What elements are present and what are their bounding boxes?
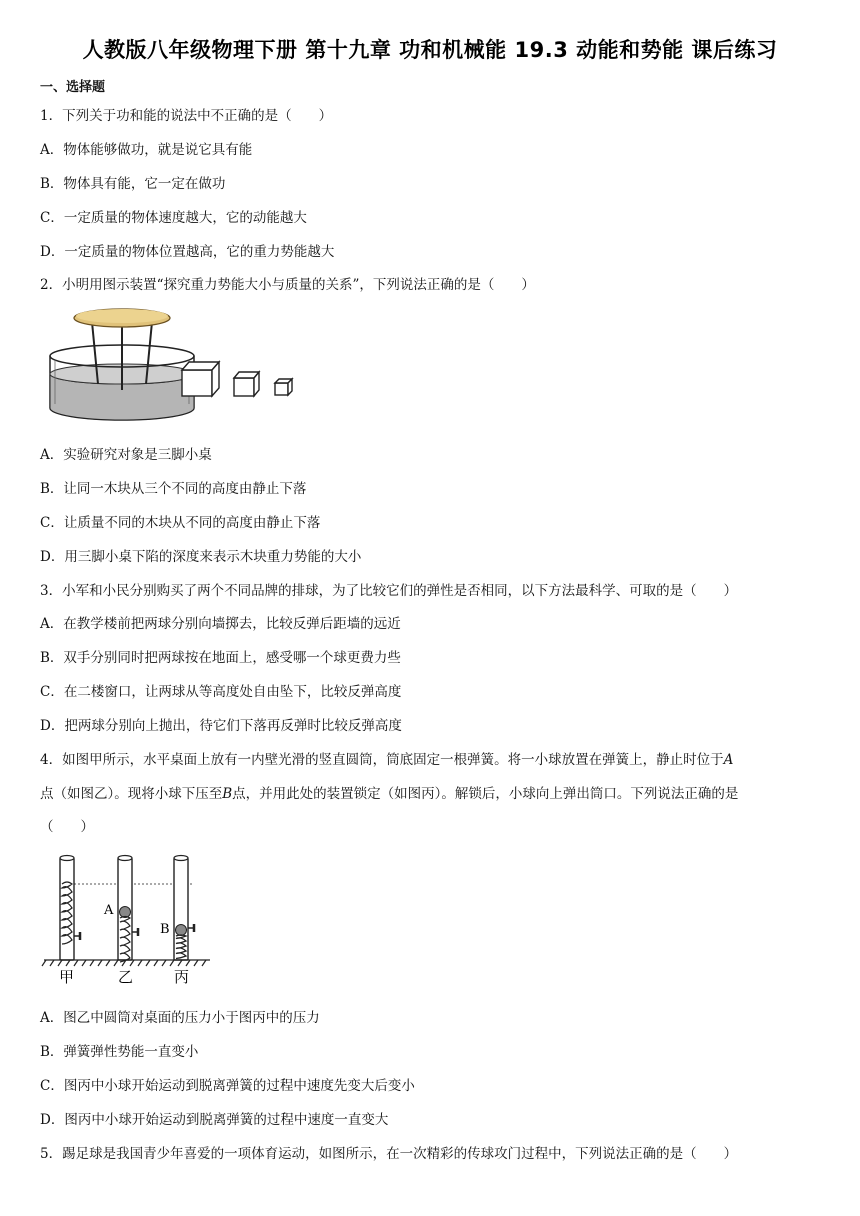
figure-label-yi: 乙 bbox=[118, 968, 134, 986]
table-and-blocks-figure bbox=[44, 304, 304, 424]
question-4-stem-line-2: 点（如图乙）。现将小球下压至B点，并用此处的装置锁定（如图丙）。解锁后，小球向上弹出筒口。下列说法正确的是 bbox=[40, 786, 739, 802]
question-1-option-c: C．一定质量的物体速度越大，它的动能越大 bbox=[40, 210, 307, 226]
tube-bing bbox=[174, 856, 194, 961]
question-4-option-b: B．弹簧弹性势能一直变小 bbox=[40, 1044, 199, 1060]
question-3-option-c: C．在二楼窗口，让两球从等高度处自由坠下，比较反弹高度 bbox=[40, 684, 402, 700]
question-1-option-a: A．物体能够做功，就是说它具有能 bbox=[40, 142, 253, 158]
tube-jia bbox=[60, 856, 80, 961]
point-a-label: A bbox=[104, 903, 114, 918]
point-b-label: B bbox=[160, 922, 170, 937]
question-3-option-d: D．把两球分别向上抛出，待它们下落再反弹时比较反弹高度 bbox=[40, 718, 402, 734]
question-4-stem-line-1: 4．如图甲所示，水平桌面上放有一内壁光滑的竖直圆筒，筒底固定一根弹簧。将一小球放置在弹簧上，静止时位于A bbox=[40, 752, 734, 768]
question-2-stem: 2．小明用图示装置“探究重力势能大小与质量的关系”，下列说法正确的是（ ） bbox=[40, 277, 535, 293]
question-3-stem: 3．小军和小民分别购买了两个不同品牌的排球，为了比较它们的弹性是否相同，以下方法最科学、可取的是（ ） bbox=[40, 583, 738, 599]
medium-wooden-block bbox=[234, 372, 259, 396]
point-b-ref: B bbox=[222, 786, 233, 802]
question-2-option-c: C．让质量不同的木块从不同的高度由静止下落 bbox=[40, 515, 321, 531]
figure-label-bing: 丙 bbox=[174, 968, 190, 986]
large-wooden-block bbox=[182, 362, 219, 396]
point-a-ref: A bbox=[723, 752, 734, 768]
question-4-option-c: C．图丙中小球开始运动到脱离弹簧的过程中速度先变大后变小 bbox=[40, 1078, 415, 1094]
figure-label-jia: 甲 bbox=[59, 968, 75, 986]
small-wooden-block bbox=[275, 379, 292, 395]
question-1-option-d: D．一定质量的物体位置越高，它的重力势能越大 bbox=[40, 244, 335, 260]
question-1-option-b: B．物体具有能，它一定在做功 bbox=[40, 176, 226, 192]
question-5-stem: 5．踢足球是我国青少年喜爱的一项体育运动，如图所示，在一次精彩的传球攻门过程中，下列说法正确的是（ ） bbox=[40, 1146, 738, 1162]
question-4-option-a: A．图乙中圆筒对桌面的压力小于图丙中的压力 bbox=[40, 1010, 320, 1026]
question-2-option-a: A．实验研究对象是三脚小桌 bbox=[40, 447, 212, 463]
spring-tube-figure bbox=[40, 850, 220, 990]
question-3-option-b: B．双手分别同时把两球按在地面上，感受哪一个球更费力些 bbox=[40, 650, 401, 666]
question-1-stem: 1．下列关于功和能的说法中不正确的是（ ） bbox=[40, 108, 333, 124]
page-title: 人教版八年级物理下册 第十九章 功和机械能 19.3 动能和势能 课后练习 bbox=[82, 38, 778, 62]
ground-hatching bbox=[42, 960, 210, 966]
question-3-option-a: A．在教学楼前把两球分别向墙掷去，比较反弹后距墙的远近 bbox=[40, 616, 401, 632]
question-2-option-d: D．用三脚小桌下陷的深度来表示木块重力势能的大小 bbox=[40, 549, 362, 565]
question-4-option-d: D．图丙中小球开始运动到脱离弹簧的过程中速度一直变大 bbox=[40, 1112, 389, 1128]
question-2-option-b: B．让同一木块从三个不同的高度由静止下落 bbox=[40, 481, 307, 497]
section-heading: 一、选择题 bbox=[40, 80, 106, 95]
tube-yi bbox=[118, 856, 138, 963]
question-4-stem-line-3: （ ） bbox=[40, 819, 94, 835]
